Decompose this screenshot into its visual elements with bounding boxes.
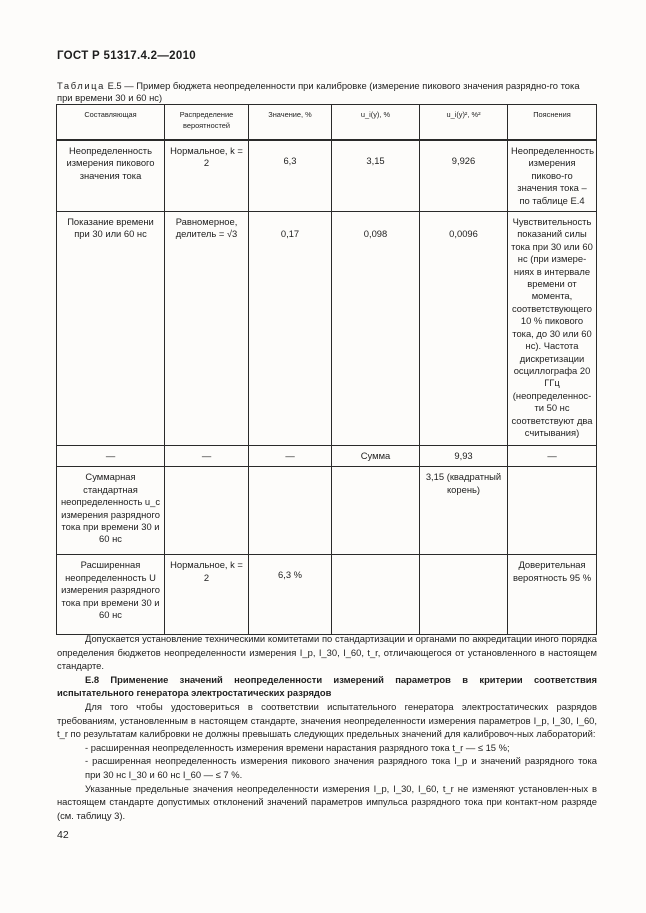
cell-value: 6,3 % [249,555,332,635]
table-row [57,140,597,212]
cell-value: 0,17 [249,212,332,446]
cell-value: 6,3 [249,140,332,212]
caption-text: — Пример бюджета неопределенности при калибровке (измерение пикового значения разрядно-го тока при времени 30 и 60 нс) [57,80,580,103]
cell-component: Показание времени при 30 или 60 нс [57,212,165,446]
uncertainty-budget-table [56,104,597,635]
cell-squared-uncertainty [420,555,508,635]
list-item-rise-time: - расширенная неопределенность измерения времени нарастания разрядного тока t_r — ≤ 15 %; [85,741,510,753]
paragraph-budget-procedure: Допускается установление техническими комитетами по стандартизации и органами по аккредитации иного порядка определения бюджетов неопределенности измерения I_p, I_30, I_60, t_r, отличающегося от установленного в настоящем стандарте. [57,633,597,672]
header-standard-uncertainty: u_i(y), % [332,105,420,141]
cell-explanation: — [508,446,597,467]
caption-number: Е.5 [107,80,122,91]
cell-sum-value: 9,93 [420,446,508,467]
table-caption [57,80,597,104]
header-component: Составляющая [57,105,165,141]
cell-distribution: Нормальное, k = 2 [165,555,249,635]
cell-standard-uncertainty [332,467,420,555]
paragraph-tolerances: Указанные предельные значения неопределенности измерения I_p, I_30, I_60, t_r не изменяют установлен-ных в настоящем стандарте допустимых отклонений значений параметров импульса разрядного тока при контакт-ном разряде (см. таблицу 3). [57,782,597,821]
cell-explanation: Неопределенность измерения пиково-го значения тока – по таблице Е.4 [508,140,597,212]
cell-component: — [57,446,165,467]
cell-standard-uncertainty: 3,15 [332,140,420,212]
cell-distribution: Нормальное, k = 2 [165,140,249,212]
table-row [57,467,597,555]
table-row [57,446,597,467]
cell-squared-uncertainty: 0,0096 [420,212,508,446]
header-value: Значение, % [249,105,332,141]
cell-explanation: Доверительная вероятность 95 % [508,555,597,635]
document-header: ГОСТ Р 51317.4.2—2010 [57,50,196,62]
paragraph-limits-intro: Для того чтобы удостовериться в соответствии испытательного генератора электростатических разрядов требованиям, установленным в настоящем стандарте, значения неопределенности измерения параметров I_p, I_30, I_60, t_r по результатам калибровки не должны превышать следующих предельных значений для калибровоч-ных лабораторий: [57,700,597,740]
section-heading-e8: Е.8 Применение значений неопределенности измерений параметров в критерии соответствия испытательного генератора электростатических разрядов [57,673,597,699]
table-header-row [57,105,597,141]
cell-explanation [508,467,597,555]
header-explanation: Пояснения [508,105,597,141]
cell-component: Расширенная неопределенность U измерения разрядного тока при времени 30 и 60 нс [57,555,165,635]
cell-distribution: Равномерное, делитель = √3 [165,212,249,446]
cell-standard-uncertainty [332,555,420,635]
cell-distribution [165,467,249,555]
cell-squared-uncertainty: 9,926 [420,140,508,212]
header-squared-uncertainty: u_i(y)², %² [420,105,508,141]
cell-component: Неопределенность измерения пикового значения тока [57,140,165,212]
body-text [57,632,597,822]
cell-component: Суммарная стандартная неопределенность u_c измерения разрядного тока при времени 30 и 60 нс [57,467,165,555]
cell-distribution: — [165,446,249,467]
caption-label: Таблица [57,80,105,91]
cell-explanation: Чувствительность показаний силы тока при 30 или 60 нс (при измере-ниях в интервале времени от момента, соответствующего 10 % пикового тока, до 30 или 60 нс). Частота дискретизации осциллографа 20 ГГц (неопределеннос-ти 50 нс соответствуют два считывания) [508,212,597,446]
cell-sum-label: Сумма [332,446,420,467]
list-item-peak-current: - расширенная неопределенность измерения пикового значения разрядного тока I_p и значений разрядного тока при 30 нс I_30 и 60 нс I_60 — ≤ 7 %. [85,755,597,780]
header-distribution: Распределение вероятностей [165,105,249,141]
cell-value [249,467,332,555]
cell-standard-uncertainty: 0,098 [332,212,420,446]
table-row [57,555,597,635]
table-row [57,212,597,446]
cell-squared-uncertainty: 3,15 (квадратный корень) [420,467,508,555]
cell-value: — [249,446,332,467]
page-number: 42 [57,829,69,841]
